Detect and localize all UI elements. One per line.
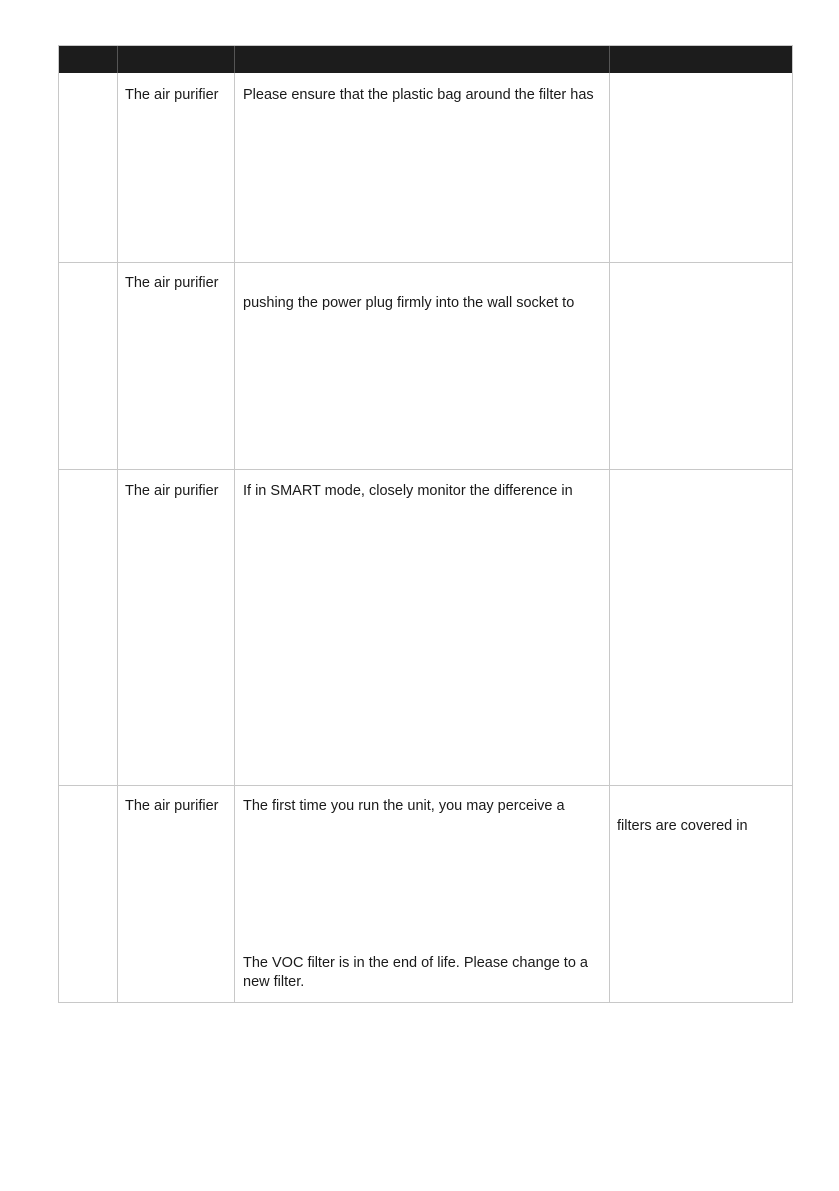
problem-cell: The air purifier (125, 483, 219, 499)
column-divider (609, 73, 610, 1002)
solution-cell: The first time you run the unit, you may perceive a (243, 798, 565, 814)
row-divider (59, 785, 792, 786)
header-divider (609, 46, 610, 73)
problem-cell: The air purifier (125, 275, 219, 291)
row-divider (59, 262, 792, 263)
problem-cell: The air purifier (125, 87, 219, 103)
table-header (59, 46, 792, 73)
row-divider (59, 469, 792, 470)
note-cell: filters are covered in (617, 818, 748, 834)
solution-cell: Please ensure that the plastic bag around the filter has (243, 87, 594, 103)
solution-cell-secondary: The VOC filter is in the end of life. Please change to a new filter. (243, 955, 588, 990)
header-divider (234, 46, 235, 73)
solution-cell: pushing the power plug firmly into the wall socket to (243, 295, 575, 311)
problem-cell: The air purifier (125, 798, 219, 814)
column-divider (234, 73, 235, 1002)
column-divider (117, 73, 118, 1002)
header-divider (117, 46, 118, 73)
solution-cell: If in SMART mode, closely monitor the difference in (243, 483, 573, 499)
troubleshooting-table (58, 45, 793, 1003)
